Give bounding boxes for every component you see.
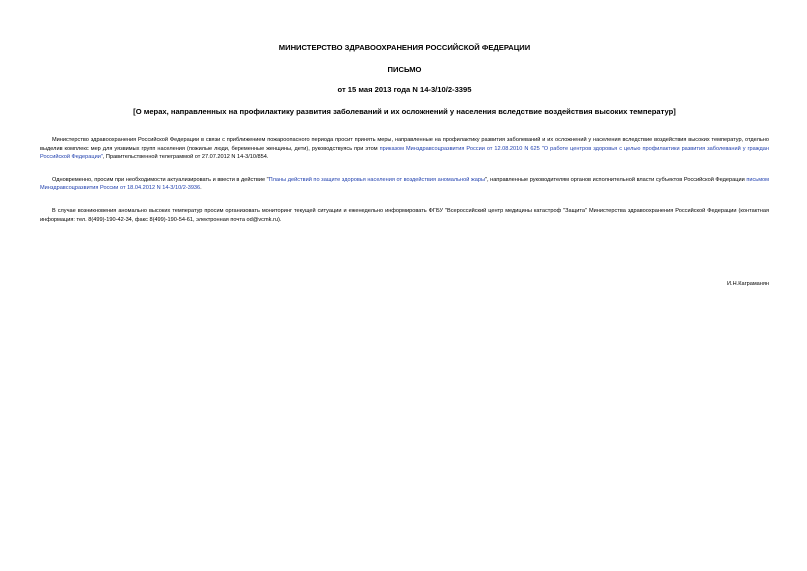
document-title: [О мерах, направленных на профилактику развития заболеваний и их осложнений у населения вследствие воздействия высоких температур] (133, 107, 676, 116)
paragraph-2-text-start: Одновременно, просим при необходимости актуализировать и ввести в действие " (52, 176, 269, 183)
paragraph-1-text-start: Министерство здравоохранения Российской Федерации в связи с приближением пожароопасного периода просит принять меры, направленные на профилактику развития заболеваний и их осложнений у населения вследствие воздействия высоких температур, отдельно выделив комплекс мер для уязвимых групп населения (пожилые люди, беременные женщины, дети), руководствуясь при этом (40, 137, 769, 152)
signature: И.Н.Каграманян (727, 281, 769, 287)
order-625-link[interactable]: приказом Минздравсоцразвития России от 12.08.2010 N 625 "О работе центров здоровья с целью профилактики развития заболеваний у граждан Российской Федерации" (40, 145, 769, 161)
document-type: ПИСЬМО (387, 65, 422, 74)
paragraph-1 (40, 136, 769, 162)
paragraph-2 (40, 176, 769, 193)
heat-action-plans-link[interactable]: Планы действий по защите здоровья населения от воздействия аномальной жары (268, 176, 485, 183)
paragraph-1-text-end: , Правительственной телеграммой от 27.07.2012 N 14-3/10/854. (102, 154, 269, 161)
document-date-number: от 15 мая 2013 года N 14-3/10/2-3395 (337, 85, 472, 94)
ministry-heading: МИНИСТЕРСТВО ЗДРАВООХРАНЕНИЯ РОССИЙСКОЙ ФЕДЕРАЦИИ (278, 43, 531, 52)
paragraph-3 (40, 207, 769, 224)
letter-3936-link[interactable]: письмом Минздравсоцразвития России от 18.04.2012 N 14-3/10/2-3936 (40, 176, 769, 192)
paragraph-2-text-end: . (200, 185, 202, 192)
paragraph-3-text: В случае возникновения аномально высоких температур просим организовать мониторинг текущей ситуации и еженедельно информировать ФГБУ "Всероссийский центр медицины катастроф "Защита" Министерства здравоохранения Российской Федерации (контактная информация: тел. 8(499)-190-42-34, факс 8(499)-190-54-61, электронная почта od@vcmk.ru). (40, 207, 769, 223)
paragraph-2-text-middle: ", направленные руководителям органов исполнительной власти субъектов Российской Федерации (484, 176, 747, 183)
